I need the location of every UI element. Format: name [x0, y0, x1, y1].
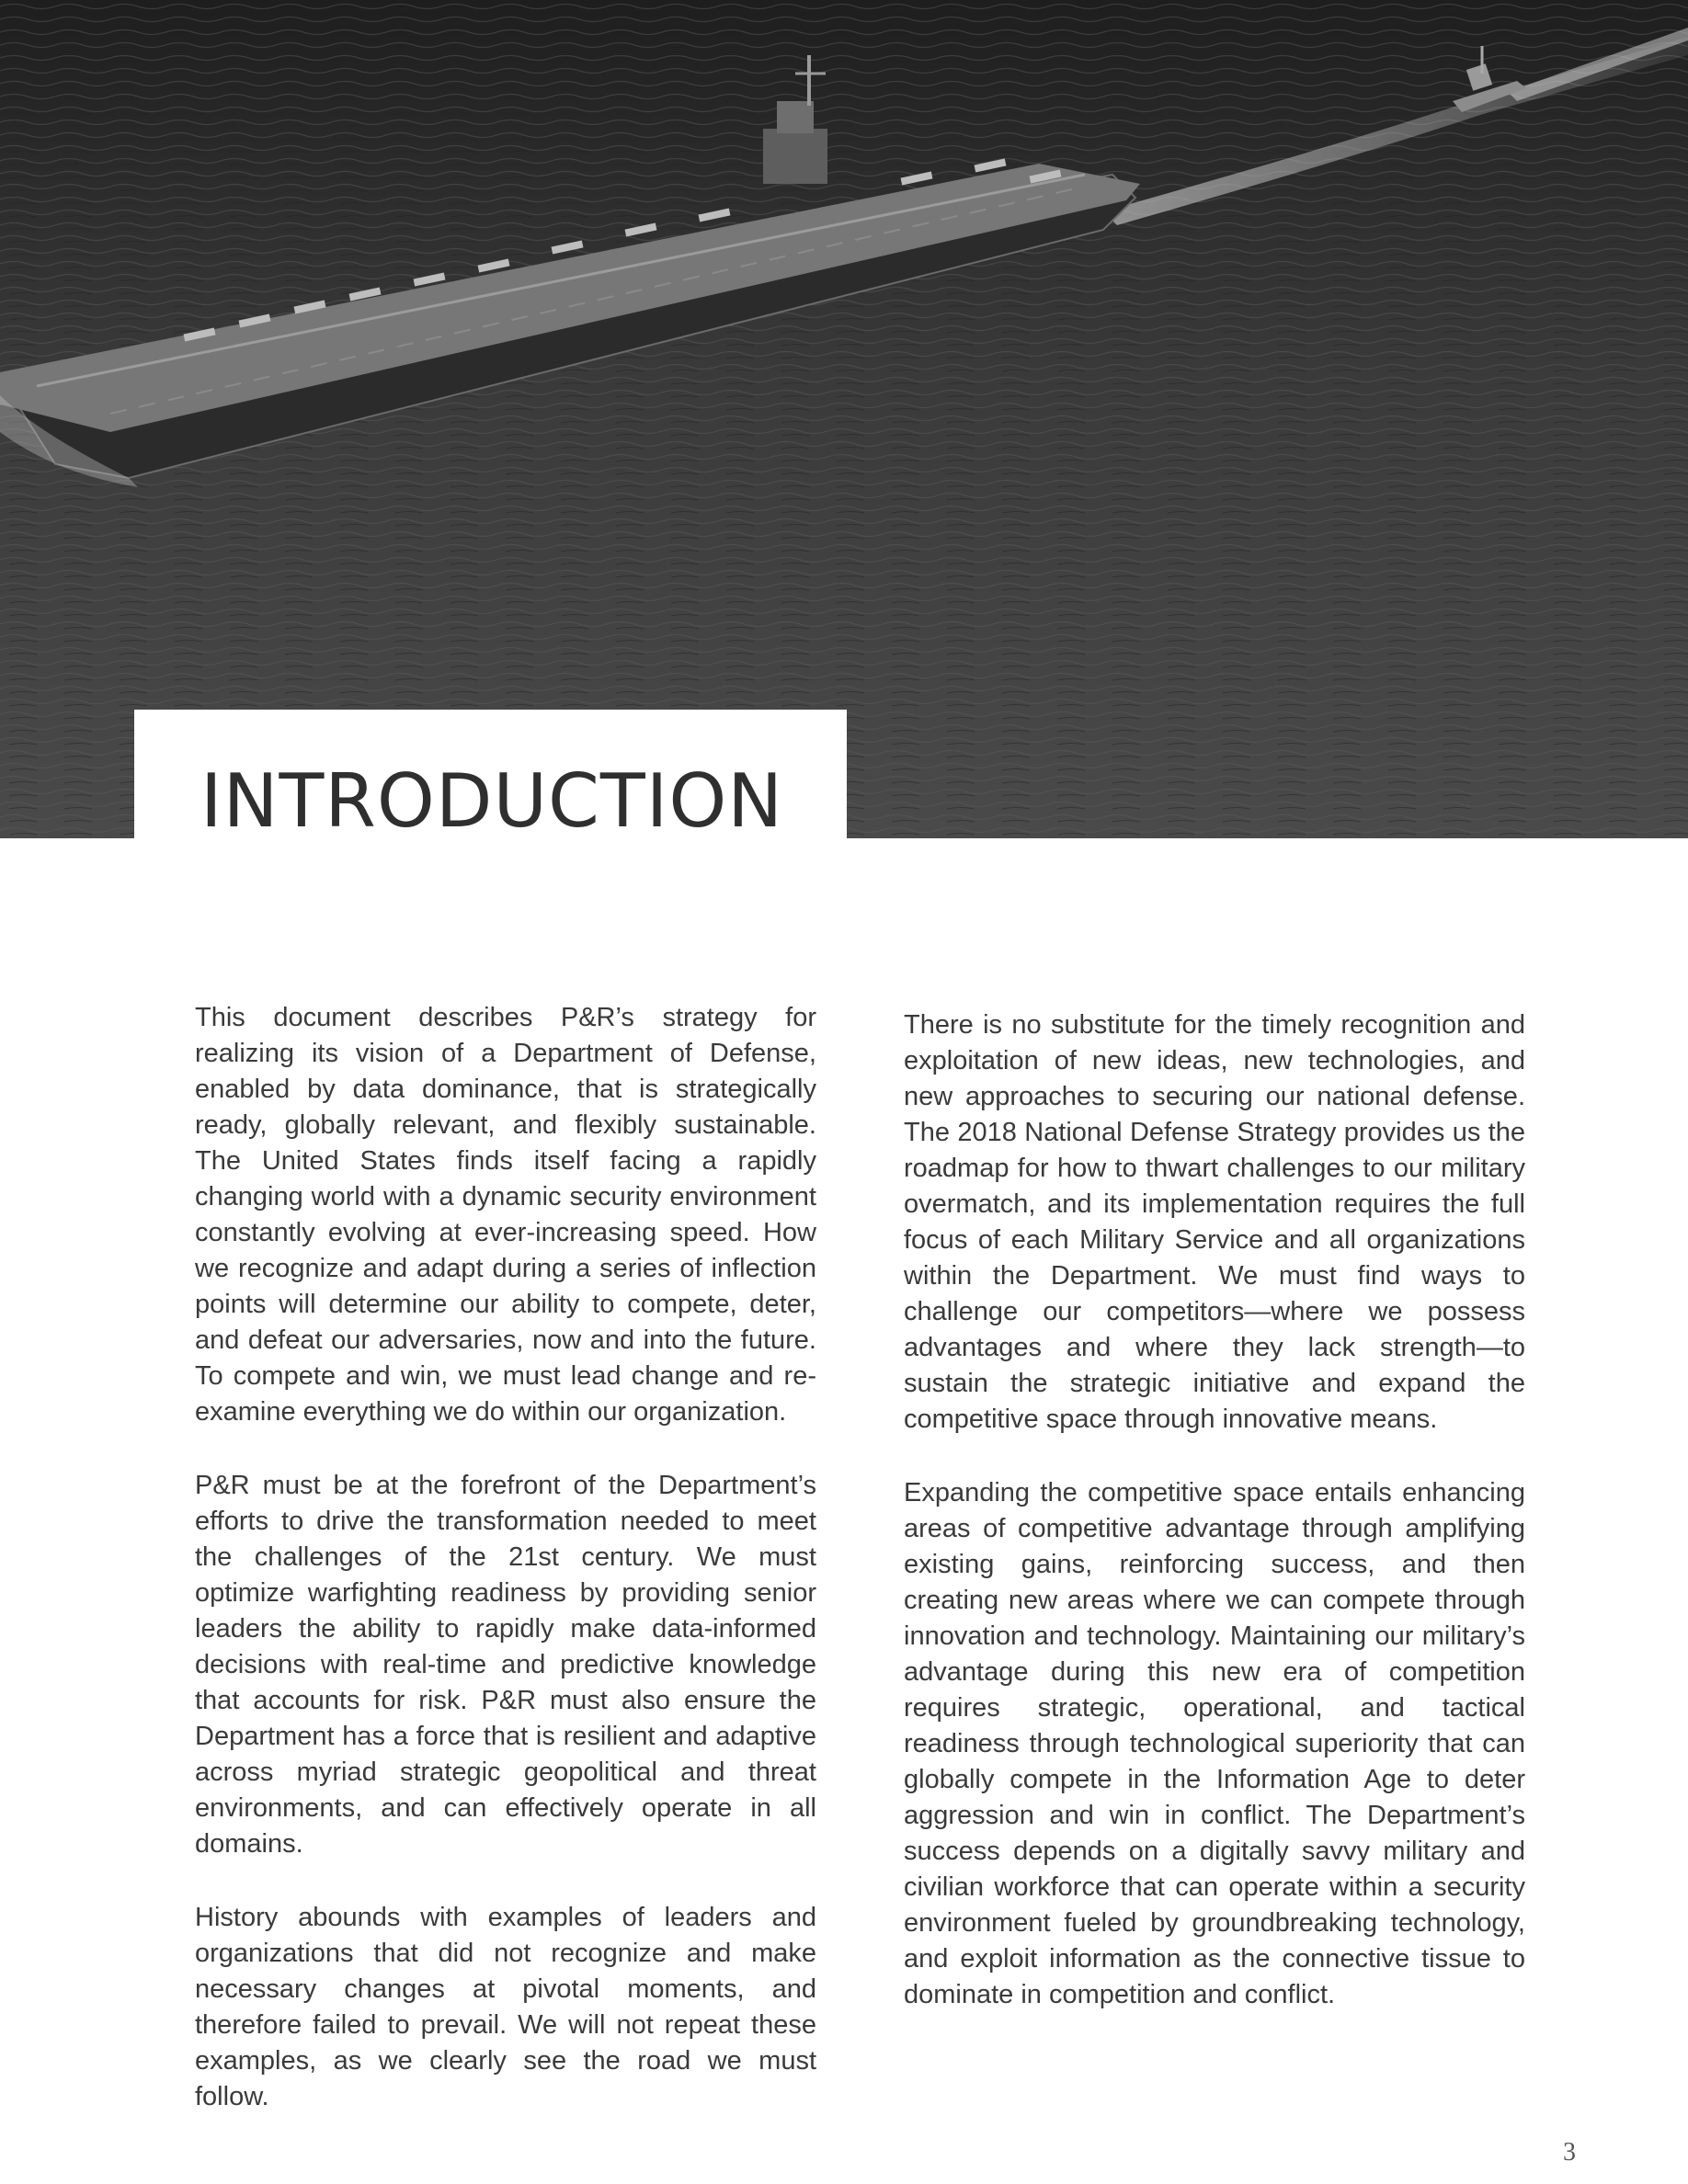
left-paragraph-2: P&R must be at the forefront of the Department’s efforts to drive the transformation needed to meet the challenges of the 21st century. We must optimize warfighting readiness by providing senior leaders the ability to rapidly make data-informed decisions with real-time and predictive knowledge that accounts for risk. P&R must also ensure the Department has a force that is resilient and adaptive across myriad strategic geopolitical and threat environments, and can effectively operate in all domains.: [195, 1471, 816, 1859]
right-paragraph-1: There is no substitute for the timely recognition and exploitation of new ideas, new technologies, and new approaches to securing our national defense. The 2018 National Defense Strategy provides us the roadmap for how to thwart challenges to our military overmatch, and its implementation requires the full focus of each Military Service and all organizations within the Department. We must find ways to challenge our competitors—where we possess advantages and where they lack strength—to sustain the strategic initiative and expand the competitive space through innovative means.: [904, 1010, 1525, 1434]
left-column: [195, 1000, 816, 2153]
left-paragraph-3: History abounds with examples of leaders and organizations that did not recognize and make necessary changes at pivotal moments, and therefore failed to prevail. We will not repeat these examples, as we clearly see the road we must follow.: [195, 1903, 816, 2111]
right-paragraph-2: Expanding the competitive space entails enhancing areas of competitive advantage through amplifying existing gains, reinforcing success, and then creating new areas where we can compete through innovation and technology. Maintaining our military’s advantage during this new era of competition requires strategic, operational, and tactical readiness through technological superiority that can globally compete in the Information Age to deter aggression and win in conflict. The Department’s success depends on a digitally savvy military and civilian workforce that can operate within a security environment fueled by groundbreaking technology, and exploit information as the connective tissue to dominate in competition and conflict.: [904, 1478, 1525, 2009]
page-number: 3: [1563, 2138, 1576, 2167]
right-column: [904, 1007, 1525, 2051]
page-title: INTRODUCTION: [200, 758, 784, 844]
title-box: [134, 710, 847, 844]
left-paragraph-1: This document describes P&R’s strategy for realizing its vision of a Department of Defense, enabled by data dominance, that is strategically ready, globally relevant, and flexibly sustainable. The United States finds itself facing a rapidly changing world with a dynamic security environment constantly evolving at ever-increasing speed. How we recognize and adapt during a series of inflection points will determine our ability to compete, deter, and defeat our adversaries, now and into the future. To compete and win, we must lead change and re-examine everything we do within our organization.: [195, 1003, 816, 1427]
